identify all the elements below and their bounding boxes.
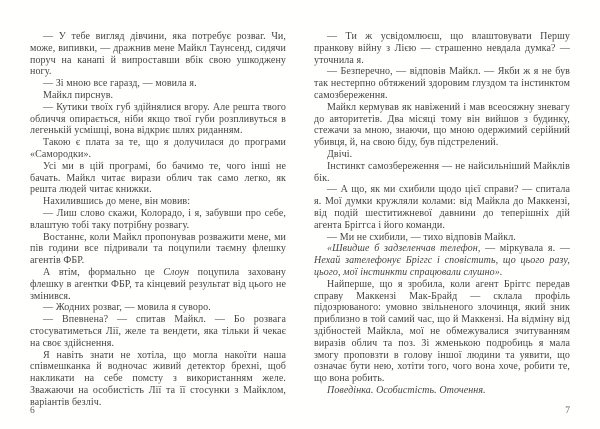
paragraph: Такою є плата за те, що я долучилася до програми «Самородки». xyxy=(30,137,286,160)
paragraph: — Безперечно, — відповів Майкл. — Якби ж я не був так нестерпно обтяжений здоровим глуздом та інстинктом самозбереження. xyxy=(314,66,570,101)
paragraph-italic: Поведінка. Особистість. Оточення. xyxy=(327,384,486,396)
paragraph: — Кутики твоїх губ здійнялися вгору. Але решта твого обличчя опирається, ніби якщо твої губи розпливуться в легенькій усмішці, вона відкриє шлях риданням. xyxy=(30,101,286,137)
paragraph-mixed xyxy=(314,243,570,278)
paragraph: Найперше, що я зробила, коли агент Бріггс передав справу Маккензі Мак-Брайд — склала профіль підозрюваного: умовно звільненого злочинця, який зник приблизно в той самий час, що й Маккензі. На відміну від здібностей Майкла, мої не обмежувалися зчитуванням виразів облич та поз. Зі жменькою подробиць я мала змогу проповзти в голову іншої людини та уявити, що означає бути нею, хотіти того, чого вона хоче, робити те, що вона робить. xyxy=(314,278,570,385)
paragraph: — Ми не схибили, — тихо відповів Майкл. xyxy=(327,231,516,243)
paragraph: Я навіть знати не хотіла, що могла накоїти наша співмешканка й водночас живий детектор брехні, щоб накликати на себе помсту з використанням желе. Зважаючи на особистість Лії та її стосунки з Майклом, варіантів безліч. xyxy=(30,349,286,408)
paragraph: — У тебе вигляд дівчини, яка потребує розваг. Чи, може, випивки, — дражнив мене Майкл Таунсенд, сидячи поруч на канапі й випроставши вбік свою ушкоджену ногу. xyxy=(30,31,286,78)
right-page xyxy=(300,0,600,429)
paragraph: Востаннє, коли Майкл пропонував розважити мене, ми пів години все підривали та поцупили таємну флешку агентів ФБР. xyxy=(30,231,286,267)
text-segment-italic: Нехай зателефонує Бріггс і сповістить, що цього разу, цього, мої інстинкти спрацювали слушно». xyxy=(314,255,570,278)
paragraph: — Впевнена? — спитав Майкл. — Бо розвага стосуватиметься Лії, желе та вендети, яка тільки й чекає на своє здійснення. xyxy=(30,314,286,349)
paragraph: — А що, як ми схибили щодо цієї справи? — спитала я. Мої думки кружляли колами: від Майкла до Маккензі, від подій шеститижневої давнини до теперішніх дій агента Бріггса і його команди. xyxy=(314,184,570,231)
page-number-left: 6 xyxy=(30,406,35,416)
paragraph: Майкл пирснув. xyxy=(43,89,114,101)
text-segment: — міркувала я. — xyxy=(485,243,570,255)
paragraph: Двічі. xyxy=(327,148,353,160)
text-segment: А втім, формально це xyxy=(43,266,164,278)
paragraph: Майкл кермував як навіжений і мав всеосяжну зневагу до авторитетів. Два місяці тому він вийшов з будинку, стежачи за мною, знаючи, що мною одержимий серійний убивця, й, на свою біду, був підстрелений. xyxy=(314,101,570,149)
text-segment-italic: Слоун xyxy=(163,266,190,278)
paragraph: — Жодних розваг, — мовила я суворо. xyxy=(43,302,211,314)
paragraph: — Лиш слово скажи, Колорадо, і я, забувши про себе, влаштую тобі таку потрібну розвагу. xyxy=(30,207,286,231)
paragraph: — Ти ж усвідомлюєш, що влаштовувати Першу пранкову війну з Лією — страшенно невдала думка? — уточнила я. xyxy=(314,31,570,66)
paragraph: Усі ми в цій програмі, бо бачимо те, чого інші не бачать. Майкл читає вирази облич так само легко, як решта людей читає книжки. xyxy=(30,160,286,196)
text-segment: поцупила заховану флешку в агентки ФБР, та кінцевий результат від цього не змінився. xyxy=(30,266,286,302)
paragraph: Нахилившись до мене, він мовив: xyxy=(43,196,191,208)
paragraph: Інстинкт самозбереження — не найсильніший Майклів бік. xyxy=(314,160,570,184)
page-number-right: 7 xyxy=(565,406,570,416)
paragraph: — Зі мною все гаразд, — мовила я. xyxy=(43,78,197,90)
paragraph-mixed xyxy=(30,267,286,302)
text-segment-italic: «Швидше б задзеленчав телефон, xyxy=(327,243,486,255)
